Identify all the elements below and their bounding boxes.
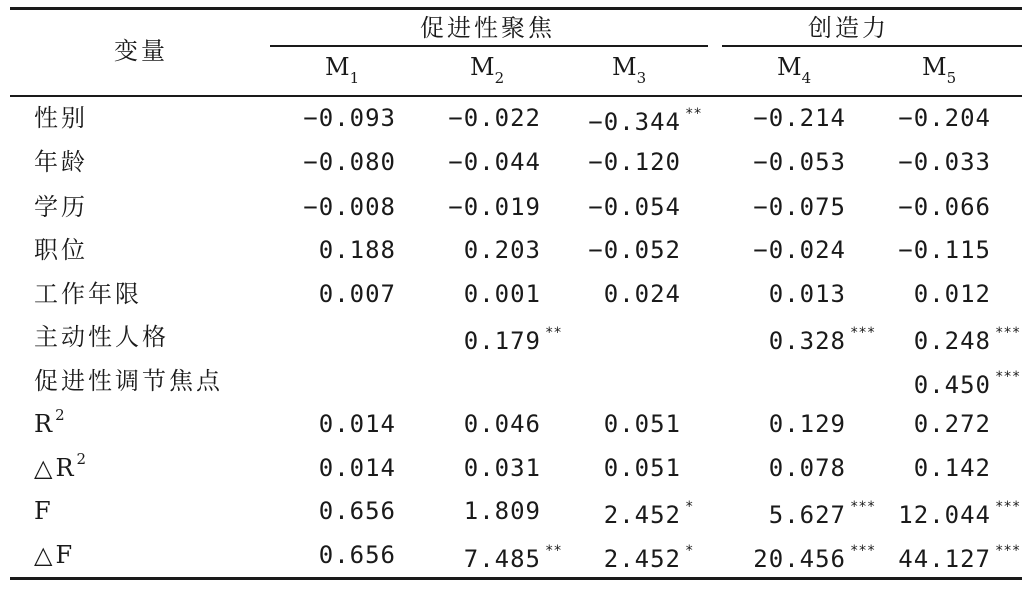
bottom-rule bbox=[10, 577, 1022, 580]
cell-value: 0.014 bbox=[318, 454, 396, 482]
cell-value: −0.033 bbox=[898, 148, 991, 176]
table-cell bbox=[588, 106, 702, 137]
cell-value: 0.012 bbox=[913, 280, 991, 308]
table-cell bbox=[753, 147, 846, 177]
cell-value: 0.248 bbox=[913, 327, 991, 355]
cell-value: −0.053 bbox=[753, 148, 846, 176]
cell-value: 0.203 bbox=[463, 236, 541, 264]
table-cell bbox=[448, 147, 541, 177]
cell-value: 0.272 bbox=[913, 410, 991, 438]
cell-value: 0.051 bbox=[603, 454, 681, 482]
model-header-base: M bbox=[470, 53, 495, 81]
header-rule bbox=[10, 95, 1022, 97]
significance-stars: *** bbox=[850, 499, 876, 515]
model-header-base: M bbox=[612, 53, 637, 81]
cell-value: 12.044 bbox=[898, 501, 991, 529]
cell-value: 7.485 bbox=[463, 545, 541, 573]
cell-value: −0.024 bbox=[753, 236, 846, 264]
row-label bbox=[34, 192, 88, 222]
cell-value: 0.051 bbox=[603, 410, 681, 438]
significance-stars: *** bbox=[850, 543, 876, 559]
table-cell bbox=[464, 496, 541, 526]
table-cell bbox=[604, 409, 681, 439]
cell-value: 0.013 bbox=[768, 280, 846, 308]
cell-value: 0.001 bbox=[463, 280, 541, 308]
cell-value: −0.054 bbox=[588, 193, 681, 221]
cell-value: −0.344 bbox=[588, 108, 681, 136]
cell-value: 0.046 bbox=[463, 410, 541, 438]
table-cell bbox=[448, 103, 541, 133]
table-cell bbox=[768, 499, 876, 530]
significance-stars: *** bbox=[995, 543, 1021, 559]
row-label bbox=[34, 406, 68, 442]
significance-stars: ** bbox=[545, 543, 562, 559]
cell-value: 0.024 bbox=[603, 280, 681, 308]
cell-value: −0.052 bbox=[588, 236, 681, 264]
table-cell bbox=[303, 103, 396, 133]
row-label bbox=[34, 147, 88, 177]
table-cell bbox=[588, 235, 681, 265]
model-header-base: M bbox=[325, 53, 350, 81]
table-cell bbox=[753, 235, 846, 265]
row-label bbox=[34, 103, 88, 133]
model-header-subscript: 2 bbox=[494, 69, 505, 87]
row-label-text: R bbox=[34, 410, 56, 438]
cell-value: 0.450 bbox=[913, 371, 991, 399]
row-label-text: 学历 bbox=[34, 193, 88, 221]
table-cell bbox=[303, 147, 396, 177]
cell-value: −0.115 bbox=[898, 236, 991, 264]
cell-value: 0.014 bbox=[318, 410, 396, 438]
cell-value: −0.022 bbox=[448, 104, 541, 132]
table-cell bbox=[898, 499, 1021, 530]
table-cell bbox=[913, 325, 1021, 356]
cell-value: 0.129 bbox=[768, 410, 846, 438]
cell-value: −0.093 bbox=[303, 104, 396, 132]
table-cell bbox=[914, 453, 991, 483]
table-cell bbox=[604, 453, 681, 483]
table-cell bbox=[913, 369, 1021, 400]
model-header-5 bbox=[922, 52, 956, 85]
row-label-text: △R bbox=[34, 454, 77, 482]
row-label-text: 促进性调节焦点 bbox=[34, 367, 223, 395]
cell-value: −0.075 bbox=[753, 193, 846, 221]
row-label bbox=[34, 540, 75, 570]
table-cell bbox=[319, 409, 396, 439]
row-label-text: 工作年限 bbox=[34, 280, 142, 308]
significance-stars: ** bbox=[685, 106, 702, 122]
table-cell bbox=[464, 235, 541, 265]
table-cell bbox=[464, 453, 541, 483]
row-label-text: △F bbox=[34, 541, 76, 569]
model-header-subscript: 1 bbox=[349, 69, 360, 87]
model-header-4 bbox=[777, 52, 811, 85]
cell-value: 20.456 bbox=[753, 545, 846, 573]
table-cell bbox=[753, 103, 846, 133]
row-label bbox=[34, 279, 142, 309]
cell-value: −0.019 bbox=[448, 193, 541, 221]
table-cell bbox=[303, 192, 396, 222]
table-cell bbox=[319, 235, 396, 265]
cell-value: −0.008 bbox=[303, 193, 396, 221]
cell-value: −0.044 bbox=[448, 148, 541, 176]
table-cell bbox=[319, 279, 396, 309]
row-label-text: 职位 bbox=[34, 236, 88, 264]
cell-value: 0.142 bbox=[913, 454, 991, 482]
table-cell bbox=[898, 543, 1021, 574]
significance-stars: *** bbox=[850, 325, 876, 341]
model-header-base: M bbox=[922, 53, 947, 81]
table-cell bbox=[914, 279, 991, 309]
model-header-subscript: 3 bbox=[636, 69, 647, 87]
table-cell bbox=[463, 325, 562, 356]
cell-value: 2.452 bbox=[603, 545, 681, 573]
table-cell bbox=[898, 192, 991, 222]
cell-value: −0.120 bbox=[588, 148, 681, 176]
cell-value: 0.078 bbox=[768, 454, 846, 482]
table-cell bbox=[463, 543, 562, 574]
row-label bbox=[34, 450, 90, 486]
table-cell bbox=[319, 540, 396, 570]
table-cell bbox=[588, 192, 681, 222]
top-rule bbox=[10, 7, 1022, 10]
model-header-base: M bbox=[777, 53, 802, 81]
table-cell bbox=[319, 453, 396, 483]
group1-underline bbox=[270, 45, 708, 47]
cell-value: 0.179 bbox=[463, 327, 541, 355]
row-label-text: 年龄 bbox=[34, 148, 88, 176]
row-label-text: 性别 bbox=[34, 104, 88, 132]
row-label bbox=[34, 235, 88, 265]
significance-stars: * bbox=[685, 499, 694, 515]
cell-value: 0.328 bbox=[768, 327, 846, 355]
cell-value: 0.031 bbox=[463, 454, 541, 482]
table-cell bbox=[603, 543, 694, 574]
table-cell bbox=[914, 409, 991, 439]
table-cell bbox=[448, 192, 541, 222]
significance-stars: ** bbox=[545, 325, 562, 341]
cell-value: 44.127 bbox=[898, 545, 991, 573]
table-cell bbox=[464, 409, 541, 439]
table-cell bbox=[753, 192, 846, 222]
table-cell bbox=[604, 279, 681, 309]
cell-value: 0.656 bbox=[318, 541, 396, 569]
significance-stars: *** bbox=[995, 369, 1021, 385]
cell-value: 0.007 bbox=[318, 280, 396, 308]
cell-value: 5.627 bbox=[768, 501, 846, 529]
row-label bbox=[34, 366, 223, 396]
cell-value: −0.204 bbox=[898, 104, 991, 132]
row-label-text: 主动性人格 bbox=[34, 323, 169, 351]
table-cell bbox=[319, 496, 396, 526]
group1-header: 促进性聚焦 bbox=[420, 14, 555, 42]
table-cell bbox=[464, 279, 541, 309]
table-cell bbox=[753, 543, 876, 574]
table-cell bbox=[769, 453, 846, 483]
table-cell bbox=[768, 325, 876, 356]
table-cell bbox=[769, 279, 846, 309]
group2-header: 创造力 bbox=[808, 14, 889, 42]
model-header-1 bbox=[325, 52, 359, 85]
table-cell bbox=[898, 147, 991, 177]
model-header-3 bbox=[612, 52, 646, 85]
significance-stars: *** bbox=[995, 325, 1021, 341]
model-header-subscript: 4 bbox=[801, 69, 812, 87]
row-label-superscript: 2 bbox=[55, 406, 68, 424]
significance-stars: * bbox=[685, 543, 694, 559]
cell-value: 0.656 bbox=[318, 497, 396, 525]
cell-value: 0.188 bbox=[318, 236, 396, 264]
model-header-2 bbox=[470, 52, 504, 85]
cell-value: −0.066 bbox=[898, 193, 991, 221]
row-label bbox=[34, 496, 54, 526]
table-cell bbox=[588, 147, 681, 177]
row-label bbox=[34, 322, 169, 352]
significance-stars: *** bbox=[995, 499, 1021, 515]
table-cell bbox=[898, 235, 991, 265]
table-cell bbox=[769, 409, 846, 439]
group2-underline bbox=[722, 45, 1022, 47]
cell-value: 1.809 bbox=[463, 497, 541, 525]
row-label-text: F bbox=[34, 497, 54, 525]
model-header-subscript: 5 bbox=[946, 69, 957, 87]
table-cell bbox=[603, 499, 694, 530]
row-label-superscript: 2 bbox=[76, 450, 90, 468]
cell-value: −0.214 bbox=[753, 104, 846, 132]
cell-value: 2.452 bbox=[603, 501, 681, 529]
cell-value: −0.080 bbox=[303, 148, 396, 176]
variable-header: 变量 bbox=[114, 37, 168, 65]
table-cell bbox=[898, 103, 991, 133]
